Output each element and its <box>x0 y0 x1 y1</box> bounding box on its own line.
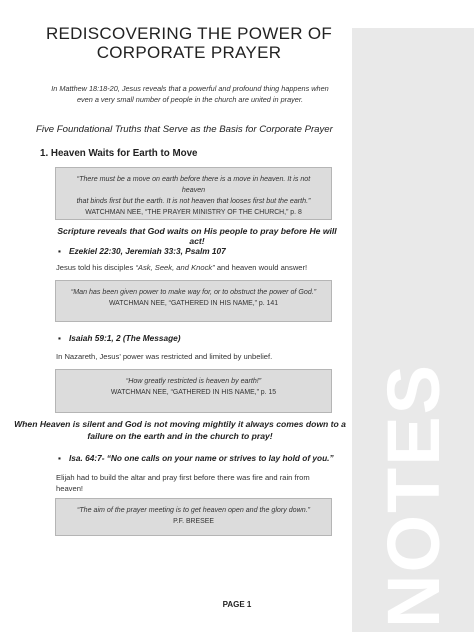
quote-box-3 <box>55 369 332 413</box>
quote-box-2 <box>55 280 332 322</box>
bullet-1-text <box>56 262 307 273</box>
quote-1-attribution: WATCHMAN NEE, “THE PRAYER MINISTRY OF THE CHURCH,” p. 8 <box>85 209 302 216</box>
notes-text: NOTES <box>371 362 455 628</box>
intro-line1: In Matthew 18:18-20, Jesus reveals that a powerful and profound thing happens when <box>51 84 329 93</box>
bullet-2-marker: ▪ <box>58 333 61 343</box>
page-title-line1: REDISCOVERING THE POWER OF <box>45 24 333 43</box>
quote-box-4 <box>55 498 332 536</box>
bullet-2 <box>58 333 181 343</box>
bullet-1-label: Ezekiel 22:30, Jeremiah 33:3, Psalm 107 <box>68 246 226 256</box>
bullet-3 <box>58 453 334 463</box>
quote-1-line2: that binds first but the earth. It is not heaven that looses first but the earth.” <box>76 197 311 205</box>
emphasis-statement-2-line2: failure on the earth and in the church to pray! <box>87 431 273 441</box>
bullet-1-text-italic: “Ask, Seek, and Knock” <box>135 263 215 272</box>
bullet-3-text-line2: heaven! <box>56 484 84 493</box>
notes-label <box>358 362 468 628</box>
bullet-2-label: Isaiah 59:1, 2 (The Message) <box>68 333 181 343</box>
section-subheading: Five Foundational Truths that Serve as the Basis for Corporate Prayer <box>36 124 333 135</box>
quote-3-line1: “How greatly restricted is heaven by earth!” <box>125 377 262 385</box>
emphasis-statement-2-line1: When Heaven is silent and God is not moving mightily it always comes down to a <box>14 419 346 429</box>
quote-4-line1: “The aim of the prayer meeting is to get heaven open and the glory down.” <box>76 506 311 514</box>
bullet-1 <box>58 246 226 256</box>
section-heading: 1. Heaven Waits for Earth to Move <box>40 148 198 159</box>
bullet-1-text-before: Jesus told his disciples <box>56 263 136 272</box>
quote-2-attribution: WATCHMAN NEE, “GATHERED IN HIS NAME,” p. 141 <box>108 300 279 307</box>
quote-1-line1: “There must be a move on earth before there is a move in heaven. It is not heaven <box>76 175 311 194</box>
page-number: PAGE 1 <box>222 600 252 609</box>
bullet-3-text-line1: Elijah had to build the altar and pray first before there was fire and rain from <box>56 473 310 482</box>
bullet-2-text: In Nazareth, Jesus’ power was restricted and limited by unbelief. <box>56 352 273 361</box>
emphasis-statement-1: Scripture reveals that God waits on His people to pray before He will act! <box>57 226 337 246</box>
bullet-1-marker: ▪ <box>58 246 61 256</box>
quote-3-attribution: WATCHMAN NEE, “GATHERED IN HIS NAME,” p. 15 <box>110 389 277 396</box>
page-title-line2: CORPORATE PRAYER <box>96 43 282 62</box>
bullet-3-label: Isa. 64:7- “No one calls on your name or strives to lay hold of you.” <box>68 453 334 463</box>
quote-4-attribution: P.F. BRESEE <box>173 518 214 525</box>
intro-line2: even a very small number of people in the church are united in prayer. <box>76 95 304 104</box>
bullet-1-text-after: and heaven would answer! <box>214 263 308 272</box>
bullet-3-marker: ▪ <box>58 453 61 463</box>
quote-2-line1: “Man has been given power to make way for, or to obstruct the power of God.” <box>70 288 317 296</box>
quote-box-1 <box>55 167 332 220</box>
